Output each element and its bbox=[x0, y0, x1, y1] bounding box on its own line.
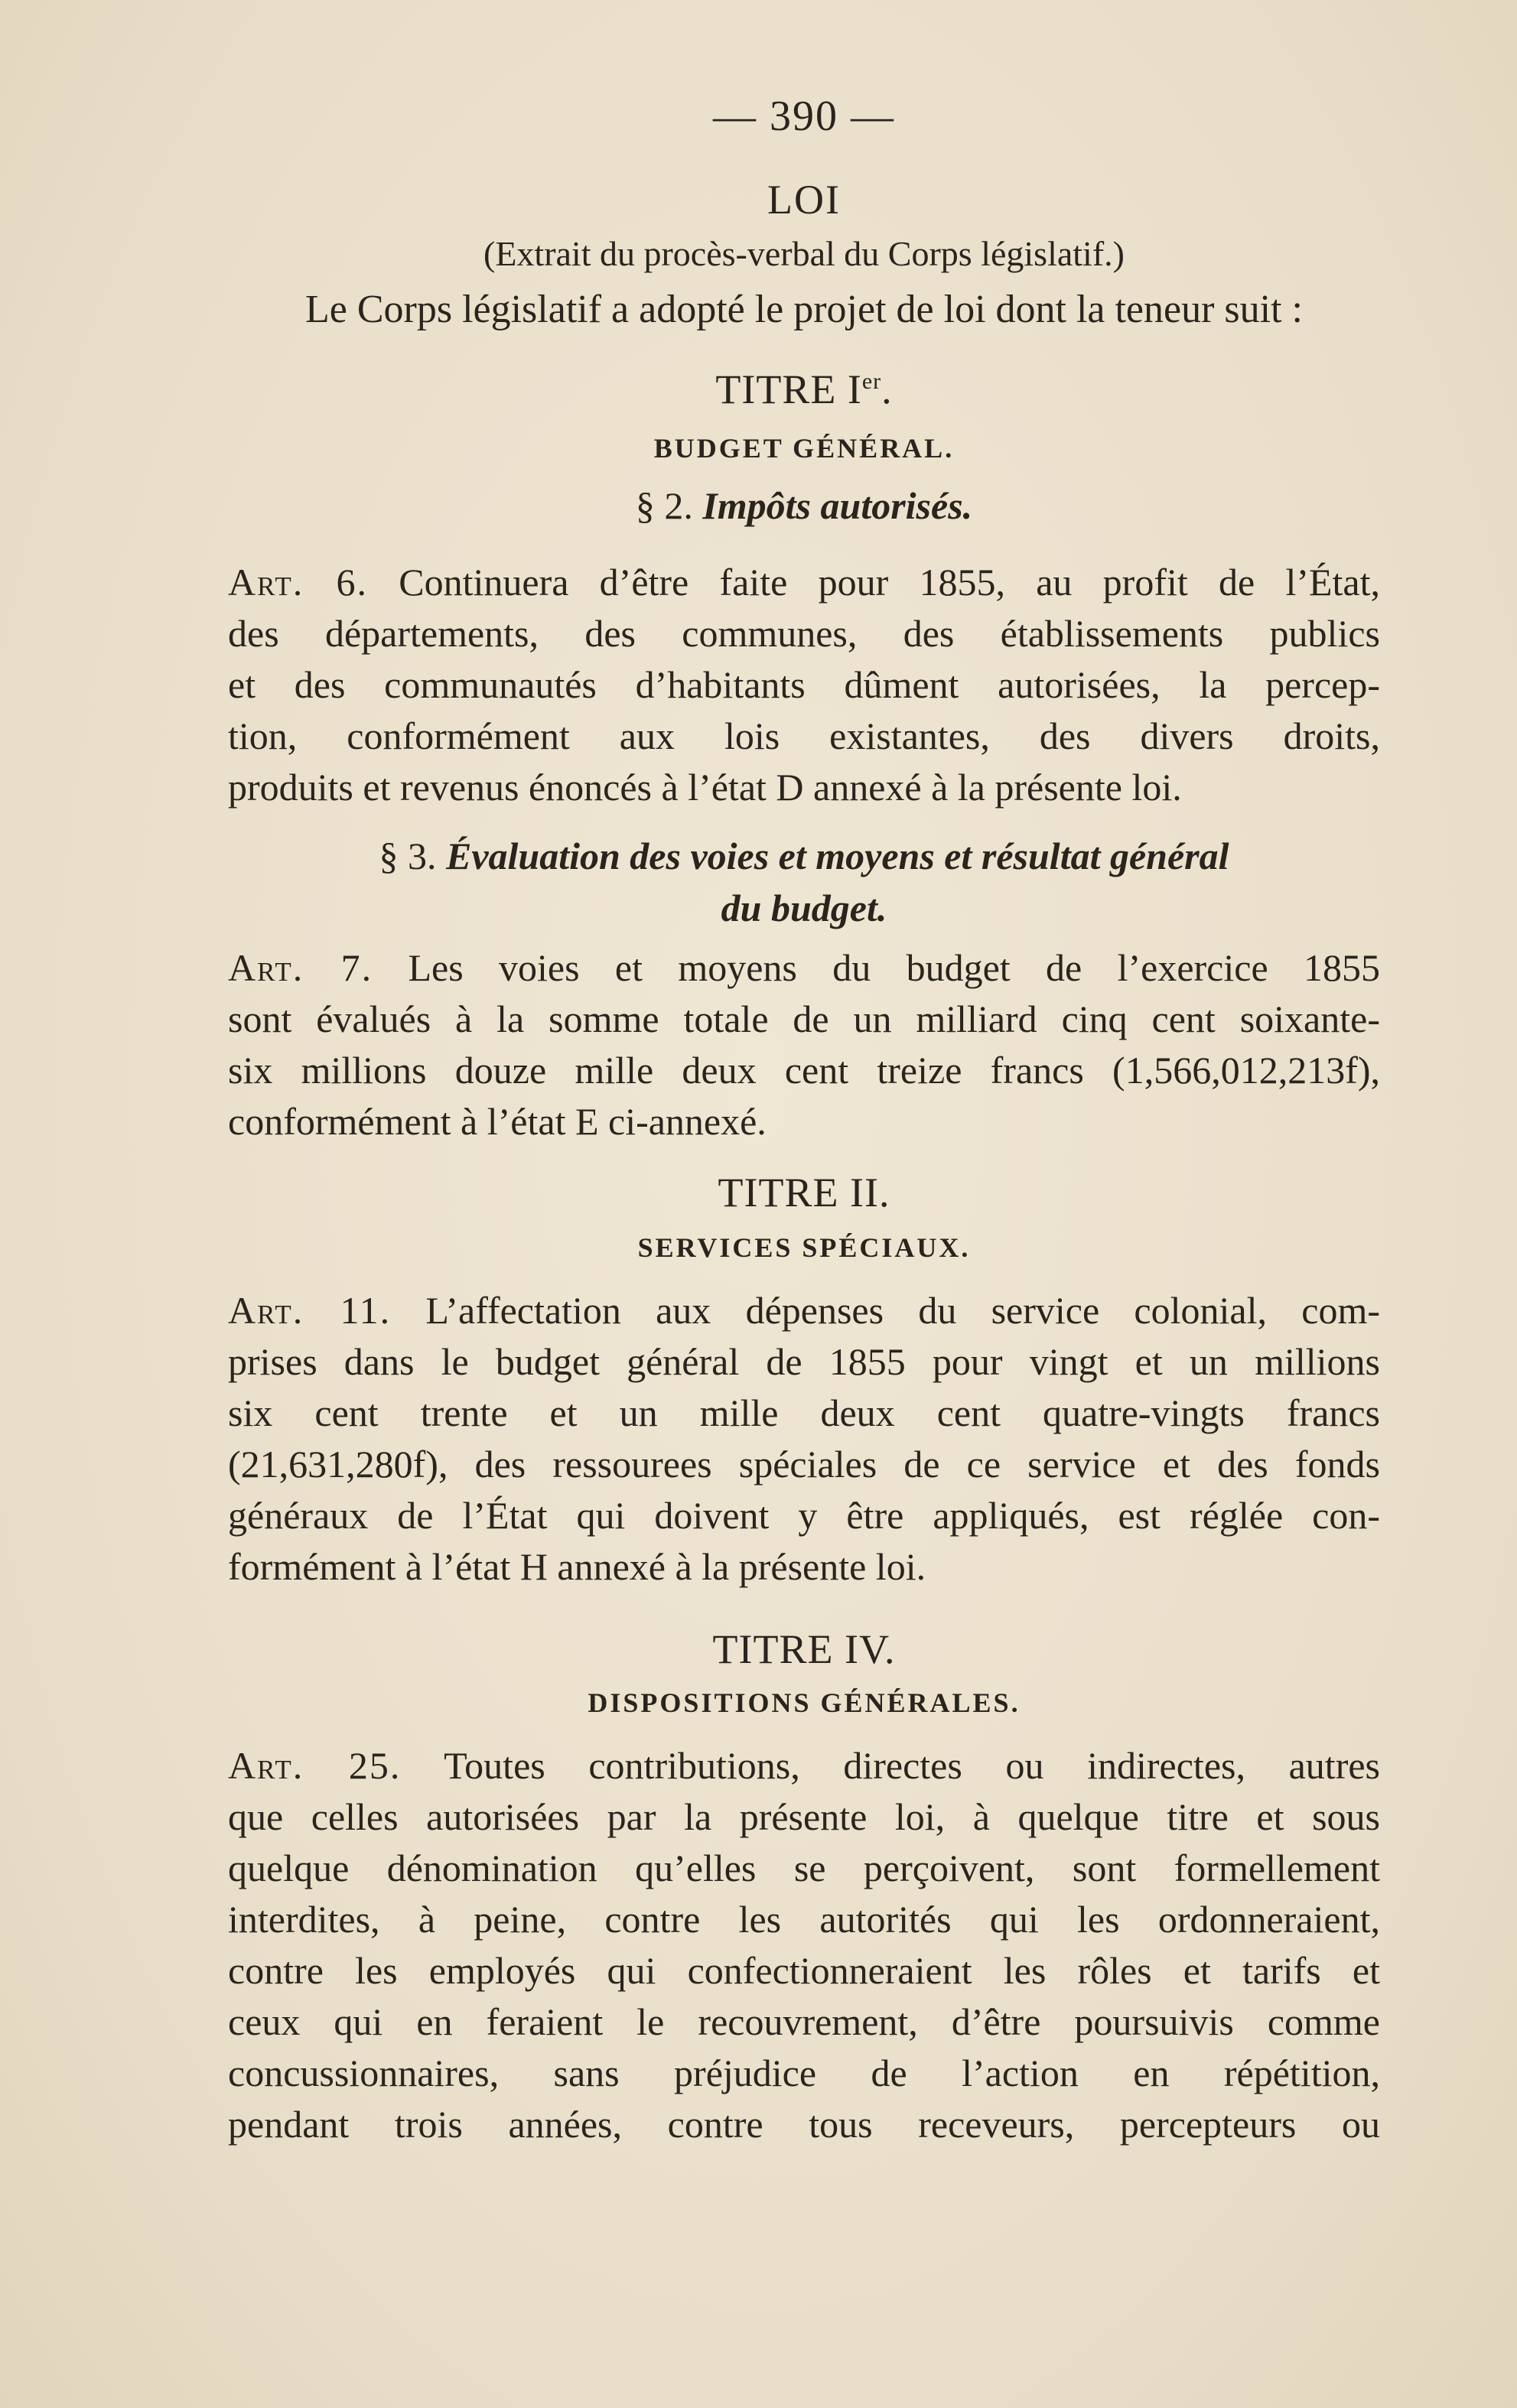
article-6-line: et des communautés d’habitants dûment autorisées, la percep- bbox=[228, 663, 1380, 706]
titre-4-subtitle: DISPOSITIONS GÉNÉRALES. bbox=[588, 1687, 1021, 1718]
article-6 bbox=[228, 557, 1380, 813]
article-25 bbox=[228, 1740, 1380, 2150]
article-25-line: que celles autorisées par la présente loi, à quelque titre et sous bbox=[228, 1795, 1380, 1838]
section-2-mark: § 2. bbox=[635, 484, 693, 527]
article-6-line: des départements, des communes, des établissements publics bbox=[228, 612, 1380, 655]
article-25-line: contre les employés qui confectionneraient les rôles et tarifs et bbox=[228, 1949, 1380, 1992]
intro-line: Le Corps législatif a adopté le projet de loi dont la teneur suit : bbox=[305, 288, 1303, 331]
article-25-line: interdites, à peine, contre les autorités qui les ordonneraient, bbox=[228, 1898, 1380, 1941]
titre-1-dot: . bbox=[881, 366, 893, 412]
article-25-line: pendant trois années, contre tous receveurs, percepteurs ou bbox=[228, 2103, 1380, 2146]
article-6-line: produits et revenus énoncés à l’état D annexé à la présente loi. bbox=[228, 766, 1182, 809]
article-11 bbox=[228, 1285, 1380, 1593]
section-2-title: Impôts autorisés. bbox=[702, 484, 973, 527]
article-7-line: sont évalués à la somme totale de un milliard cinq cent soixante- bbox=[228, 997, 1380, 1040]
law-heading: LOI bbox=[767, 177, 841, 223]
article-25-line: ceux qui en feraient le recouvrement, d’être poursuivis comme bbox=[228, 2000, 1380, 2043]
article-11-line: L’affectation aux dépenses du service colonial, com- bbox=[425, 1289, 1380, 1332]
titre-1-title: TITRE I bbox=[715, 366, 862, 412]
article-25-line: Toutes contributions, directes ou indirectes, autres bbox=[444, 1744, 1380, 1787]
titre-2-title: TITRE II. bbox=[718, 1170, 890, 1215]
article-6-line: tion, conformément aux lois existantes, des divers droits, bbox=[228, 714, 1380, 757]
section-3-title-line2-wrap bbox=[228, 886, 1380, 930]
article-7-label: Art. 7. bbox=[228, 946, 373, 989]
section-3-title-line2: du budget. bbox=[721, 887, 887, 929]
article-25-line: quelque dénomination qu’elles se perçoivent, sont formellement bbox=[228, 1847, 1380, 1889]
titre-1-sup: er bbox=[861, 369, 882, 394]
article-25-label: Art. 25. bbox=[228, 1744, 402, 1787]
article-11-line: formément à l’état H annexé à la présente loi. bbox=[228, 1545, 926, 1588]
article-11-line: (21,631,280f), des ressourees spéciales de ce service et des fonds bbox=[228, 1443, 1380, 1485]
article-7-line: conformément à l’état E ci-annexé. bbox=[228, 1100, 767, 1143]
article-7-line: six millions douze mille deux cent treize francs (1,566,012,213f), bbox=[228, 1049, 1380, 1092]
article-7-line: Les voies et moyens du budget de l’exercice 1855 bbox=[408, 946, 1380, 989]
titre-1-heading bbox=[228, 366, 1380, 413]
article-7 bbox=[228, 942, 1380, 1147]
article-6-line: Continuera d’être faite pour 1855, au profit de l’État, bbox=[399, 561, 1381, 604]
section-3-title-line1: Évaluation des voies et moyens et résultat général bbox=[445, 835, 1229, 877]
article-11-line: généraux de l’État qui doivent y être appliqués, est réglée con- bbox=[228, 1494, 1380, 1537]
titre-4-title: TITRE IV. bbox=[712, 1626, 896, 1672]
section-3-mark: § 3. bbox=[379, 835, 437, 877]
article-11-line: prises dans le budget général de 1855 pour vingt et un millions bbox=[228, 1340, 1380, 1383]
page-number: — 390 — bbox=[713, 93, 895, 140]
article-6-label: Art. 6. bbox=[228, 561, 368, 604]
titre-1-subtitle: BUDGET GÉNÉRAL. bbox=[653, 433, 955, 464]
extract-note: (Extrait du procès-verbal du Corps législatif.) bbox=[483, 234, 1125, 273]
article-25-line: concussionnaires, sans préjudice de l’action en répétition, bbox=[228, 2052, 1380, 2094]
article-11-line: six cent trente et un mille deux cent quatre-vingts francs bbox=[228, 1391, 1380, 1434]
article-11-label: Art. 11. bbox=[228, 1289, 392, 1332]
titre-2-subtitle: SERVICES SPÉCIAUX. bbox=[637, 1232, 971, 1263]
section-2-heading bbox=[228, 483, 1380, 528]
section-3-heading bbox=[228, 834, 1380, 878]
